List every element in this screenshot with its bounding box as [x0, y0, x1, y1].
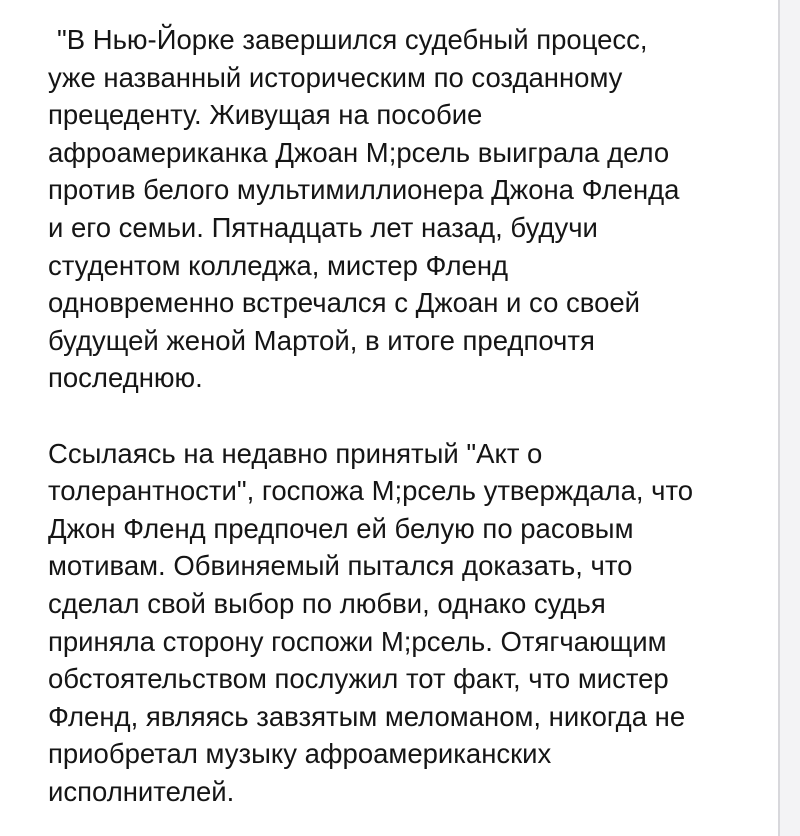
text-line: последнюю. — [48, 362, 203, 394]
paragraph-1 — [48, 21, 760, 397]
text-line: прецеденту. Живущая на пособие — [48, 99, 483, 131]
text-line: и его семьи. Пятнадцать лет назад, будучи — [48, 211, 598, 243]
text-line: приобретал музыку афроамериканских — [48, 738, 552, 770]
text-line: студентом колледжа, мистер Фленд — [48, 249, 509, 281]
text-line: Джон Фленд предпочел ей белую по расовым — [48, 512, 634, 544]
text-line: мотивам. Обвиняемый пытался доказать, что — [48, 550, 633, 582]
paragraph-2 — [48, 435, 760, 811]
text-line: исполнителей. — [48, 775, 235, 807]
text-line: "В Нью-Йорке завершился судебный процесс, — [57, 24, 648, 55]
text-line: афроамериканка Джоан М;рсель выиграла дело — [48, 136, 670, 168]
text-line: толерантности", госпожа М;рсель утверждала, что — [48, 475, 694, 507]
text-line: Фленд, являясь завзятым меломаном, никогда не — [48, 700, 686, 732]
text-line: приняла сторону госпожи М;рсель. Отягчающим — [48, 625, 667, 657]
right-edge-gutter — [780, 0, 800, 836]
text-line: уже названный историческим по созданному — [48, 61, 623, 93]
text-line: обстоятельством послужил тот факт, что мистер — [48, 663, 669, 695]
text-line: против белого мультимиллионера Джона Фленда — [48, 174, 680, 206]
text-line: одновременно встречался с Джоан и со своей — [48, 287, 641, 319]
text-line: будущей женой Мартой, в итоге предпочтя — [48, 324, 595, 356]
text-line: сделал свой выбор по любви, однако судья — [48, 587, 606, 619]
paragraph-spacer — [48, 397, 760, 435]
text-line: Ссылаясь на недавно принятый "Акт о — [48, 437, 543, 469]
post-text — [48, 21, 760, 810]
